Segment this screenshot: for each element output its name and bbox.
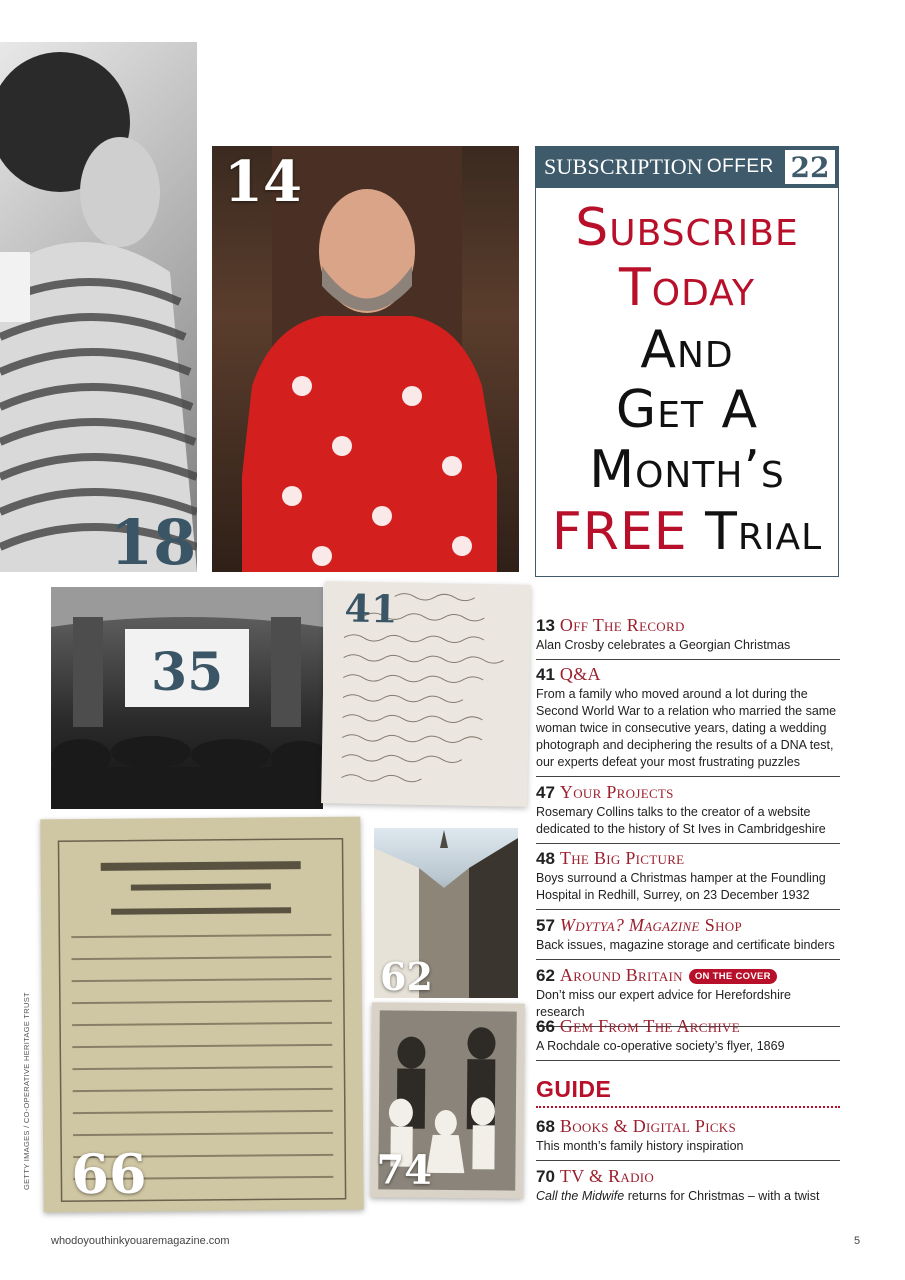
subscription-page-number: 22 — [785, 150, 835, 184]
entry-title: Gem From The Archive — [559, 1016, 740, 1036]
entry-number: 13 — [536, 616, 555, 635]
entry-description: Alan Crosby celebrates a Georgian Christmas — [536, 638, 791, 652]
entry-title: Your Projects — [559, 782, 674, 802]
entry-title: Q&A — [559, 664, 601, 684]
offer-label: OFFER — [706, 156, 774, 177]
headline-free: FREE — [551, 502, 688, 562]
on-the-cover-badge: ON THE COVER — [689, 969, 777, 984]
photo-man-red-shirt — [212, 146, 519, 572]
page-number-35: 35 — [151, 642, 224, 703]
headline-line-4: Get A — [615, 380, 759, 440]
list-item-qa[interactable] — [536, 664, 840, 777]
entry-title: Books & Digital Picks — [559, 1116, 737, 1136]
page-number-74: 74 — [376, 1146, 433, 1194]
entry-number: 41 — [536, 665, 555, 684]
entry-description: Don’t miss our expert advice for Herefordshire research — [536, 988, 791, 1019]
photo-street — [374, 828, 518, 998]
footer-page-number: 5 — [854, 1235, 861, 1247]
entry-description — [536, 1188, 840, 1205]
entry-description: From a family who moved around a lot during the Second World War to a relation who married the same woman twice in consecutive years, dating a wedding photograph and deciphering the results of a DNA test, our experts defeat your most frustrating puzzles — [536, 687, 837, 769]
list-item-magazine-shop[interactable] — [536, 915, 840, 960]
photo-handwritten-letter — [321, 581, 531, 807]
subscription-header[interactable] — [535, 146, 839, 188]
entry-number: 68 — [536, 1117, 555, 1136]
programme-title: Call the Midwife — [536, 1189, 625, 1203]
subscription-label: SUBSCRIPTION — [544, 154, 703, 179]
entry-number: 70 — [536, 1167, 555, 1186]
photo-rochdale-flyer — [40, 817, 363, 1213]
photo-woman-cardigan — [0, 42, 197, 572]
photo-family — [370, 1002, 525, 1198]
headline-line-6 — [536, 502, 838, 562]
headline-line-1: Subscribe — [575, 198, 799, 258]
page-number-41: 41 — [344, 585, 398, 632]
woman-illustration — [0, 42, 197, 572]
page-number-62: 62 — [380, 954, 433, 998]
list-item-off-the-record[interactable] — [536, 615, 840, 660]
page-number-18: 18 — [110, 506, 197, 572]
list-item-big-picture[interactable] — [536, 848, 840, 910]
footer-url-link[interactable]: whodoyouthinkyouaremagazine.com — [51, 1235, 230, 1247]
entry-description: Boys surround a Christmas hamper at the Foundling Hospital in Redhill, Surrey, on 23 December 1932 — [536, 871, 826, 902]
photo-credit: GETTY IMAGES / CO-OPERATIVE HERITAGE TRUST — [22, 992, 31, 1190]
entry-title: TV & Radio — [559, 1166, 655, 1186]
entry-title-suffix: Shop — [704, 915, 742, 935]
list-item-your-projects[interactable] — [536, 782, 840, 844]
entry-title: Around Britain — [559, 965, 683, 985]
entry-description: Rosemary Collins talks to the creator of a website dedicated to the history of St Ives in Cambridgeshire — [536, 805, 826, 836]
list-item-books-digital[interactable] — [536, 1116, 840, 1161]
page-number-14: 14 — [224, 149, 302, 215]
headline-line-3: And — [640, 320, 734, 380]
entry-description: This month’s family history inspiration — [536, 1139, 744, 1153]
list-item-tv-radio[interactable] — [536, 1166, 840, 1210]
entry-description-rest: returns for Christmas – with a twist — [624, 1189, 820, 1203]
entry-title: Wdytya? Magazine — [559, 915, 700, 935]
headline-trial: Trial — [705, 502, 823, 562]
entry-title: Off The Record — [559, 615, 685, 635]
headline-line-2: Today — [618, 258, 755, 318]
photo-cinema — [51, 587, 323, 809]
guide-divider — [536, 1106, 840, 1108]
entry-description: Back issues, magazine storage and certificate binders — [536, 938, 835, 952]
entry-number: 47 — [536, 783, 555, 802]
entry-number: 48 — [536, 849, 555, 868]
subscription-box[interactable] — [535, 188, 839, 577]
guide-heading: GUIDE — [536, 1076, 612, 1102]
list-item-gem-from-archive[interactable] — [536, 1016, 840, 1061]
entry-number: 66 — [536, 1017, 555, 1036]
page-number-66: 66 — [71, 1141, 147, 1207]
entry-title: The Big Picture — [559, 848, 685, 868]
headline-line-5: Month’s — [589, 440, 785, 500]
entry-number: 62 — [536, 966, 555, 985]
entry-number: 57 — [536, 916, 555, 935]
entry-description: A Rochdale co-operative society’s flyer, 1869 — [536, 1039, 785, 1053]
